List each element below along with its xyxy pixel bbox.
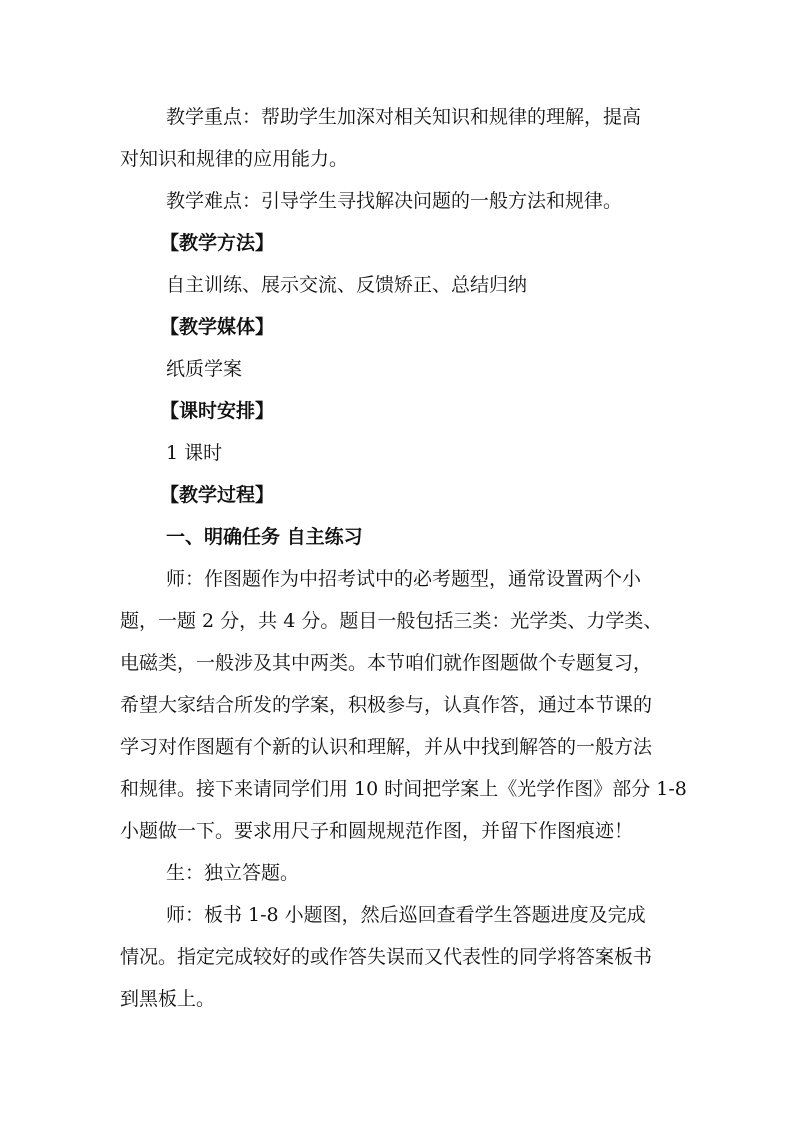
- paragraph-line: 电磁类，一般涉及其中两类。本节咱们就作图题做个专题复习，: [120, 652, 653, 674]
- teaching-difficulty-line: 教学难点：引导学生寻找解决问题的一般方法和规律。: [166, 190, 623, 212]
- paragraph-line: 和规律。接下来请同学们用 10 时间把学案上《光学作图》部分 1-8: [120, 778, 687, 800]
- paragraph-line: 小题做一下。要求用尺子和圆规规范作图，并留下作图痕迹！: [120, 820, 634, 842]
- subsection-heading-task: 一、明确任务 自主练习: [166, 526, 363, 548]
- paragraph-line: 情况。指定完成较好的或作答失误而又代表性的同学将答案板书: [120, 946, 653, 968]
- paragraph-line: 师：作图题作为中招考试中的必考题型，通常设置两个小: [166, 568, 642, 590]
- teaching-method-text: 自主训练、展示交流、反馈矫正、总结归纳: [166, 274, 528, 296]
- paragraph-line: 学习对作图题有个新的认识和理解，并从中找到解答的一般方法: [120, 736, 653, 758]
- teaching-focus-line-2: 对知识和规律的应用能力。: [120, 148, 349, 170]
- paragraph-line: 到黑板上。: [120, 988, 216, 1010]
- paragraph-line: 题，一题 2 分，共 4 分。题目一般包括三类：光学类、力学类、: [120, 610, 663, 632]
- class-schedule-text: 1 课时: [166, 442, 223, 464]
- teaching-media-text: 纸质学案: [166, 358, 243, 380]
- teaching-focus-line-1: 教学重点：帮助学生加深对相关知识和规律的理解，提高: [166, 106, 642, 128]
- section-heading-teaching-method: 【教学方法】: [160, 232, 275, 254]
- paragraph-line: 师：板书 1-8 小题图，然后巡回查看学生答题进度及完成: [166, 904, 646, 926]
- section-heading-teaching-process: 【教学过程】: [160, 484, 275, 506]
- section-heading-teaching-media: 【教学媒体】: [160, 316, 275, 338]
- paragraph-line: 希望大家结合所发的学案，积极参与，认真作答，通过本节课的: [120, 694, 653, 716]
- section-heading-class-schedule: 【课时安排】: [160, 400, 275, 422]
- student-line: 生：独立答题。: [166, 862, 300, 884]
